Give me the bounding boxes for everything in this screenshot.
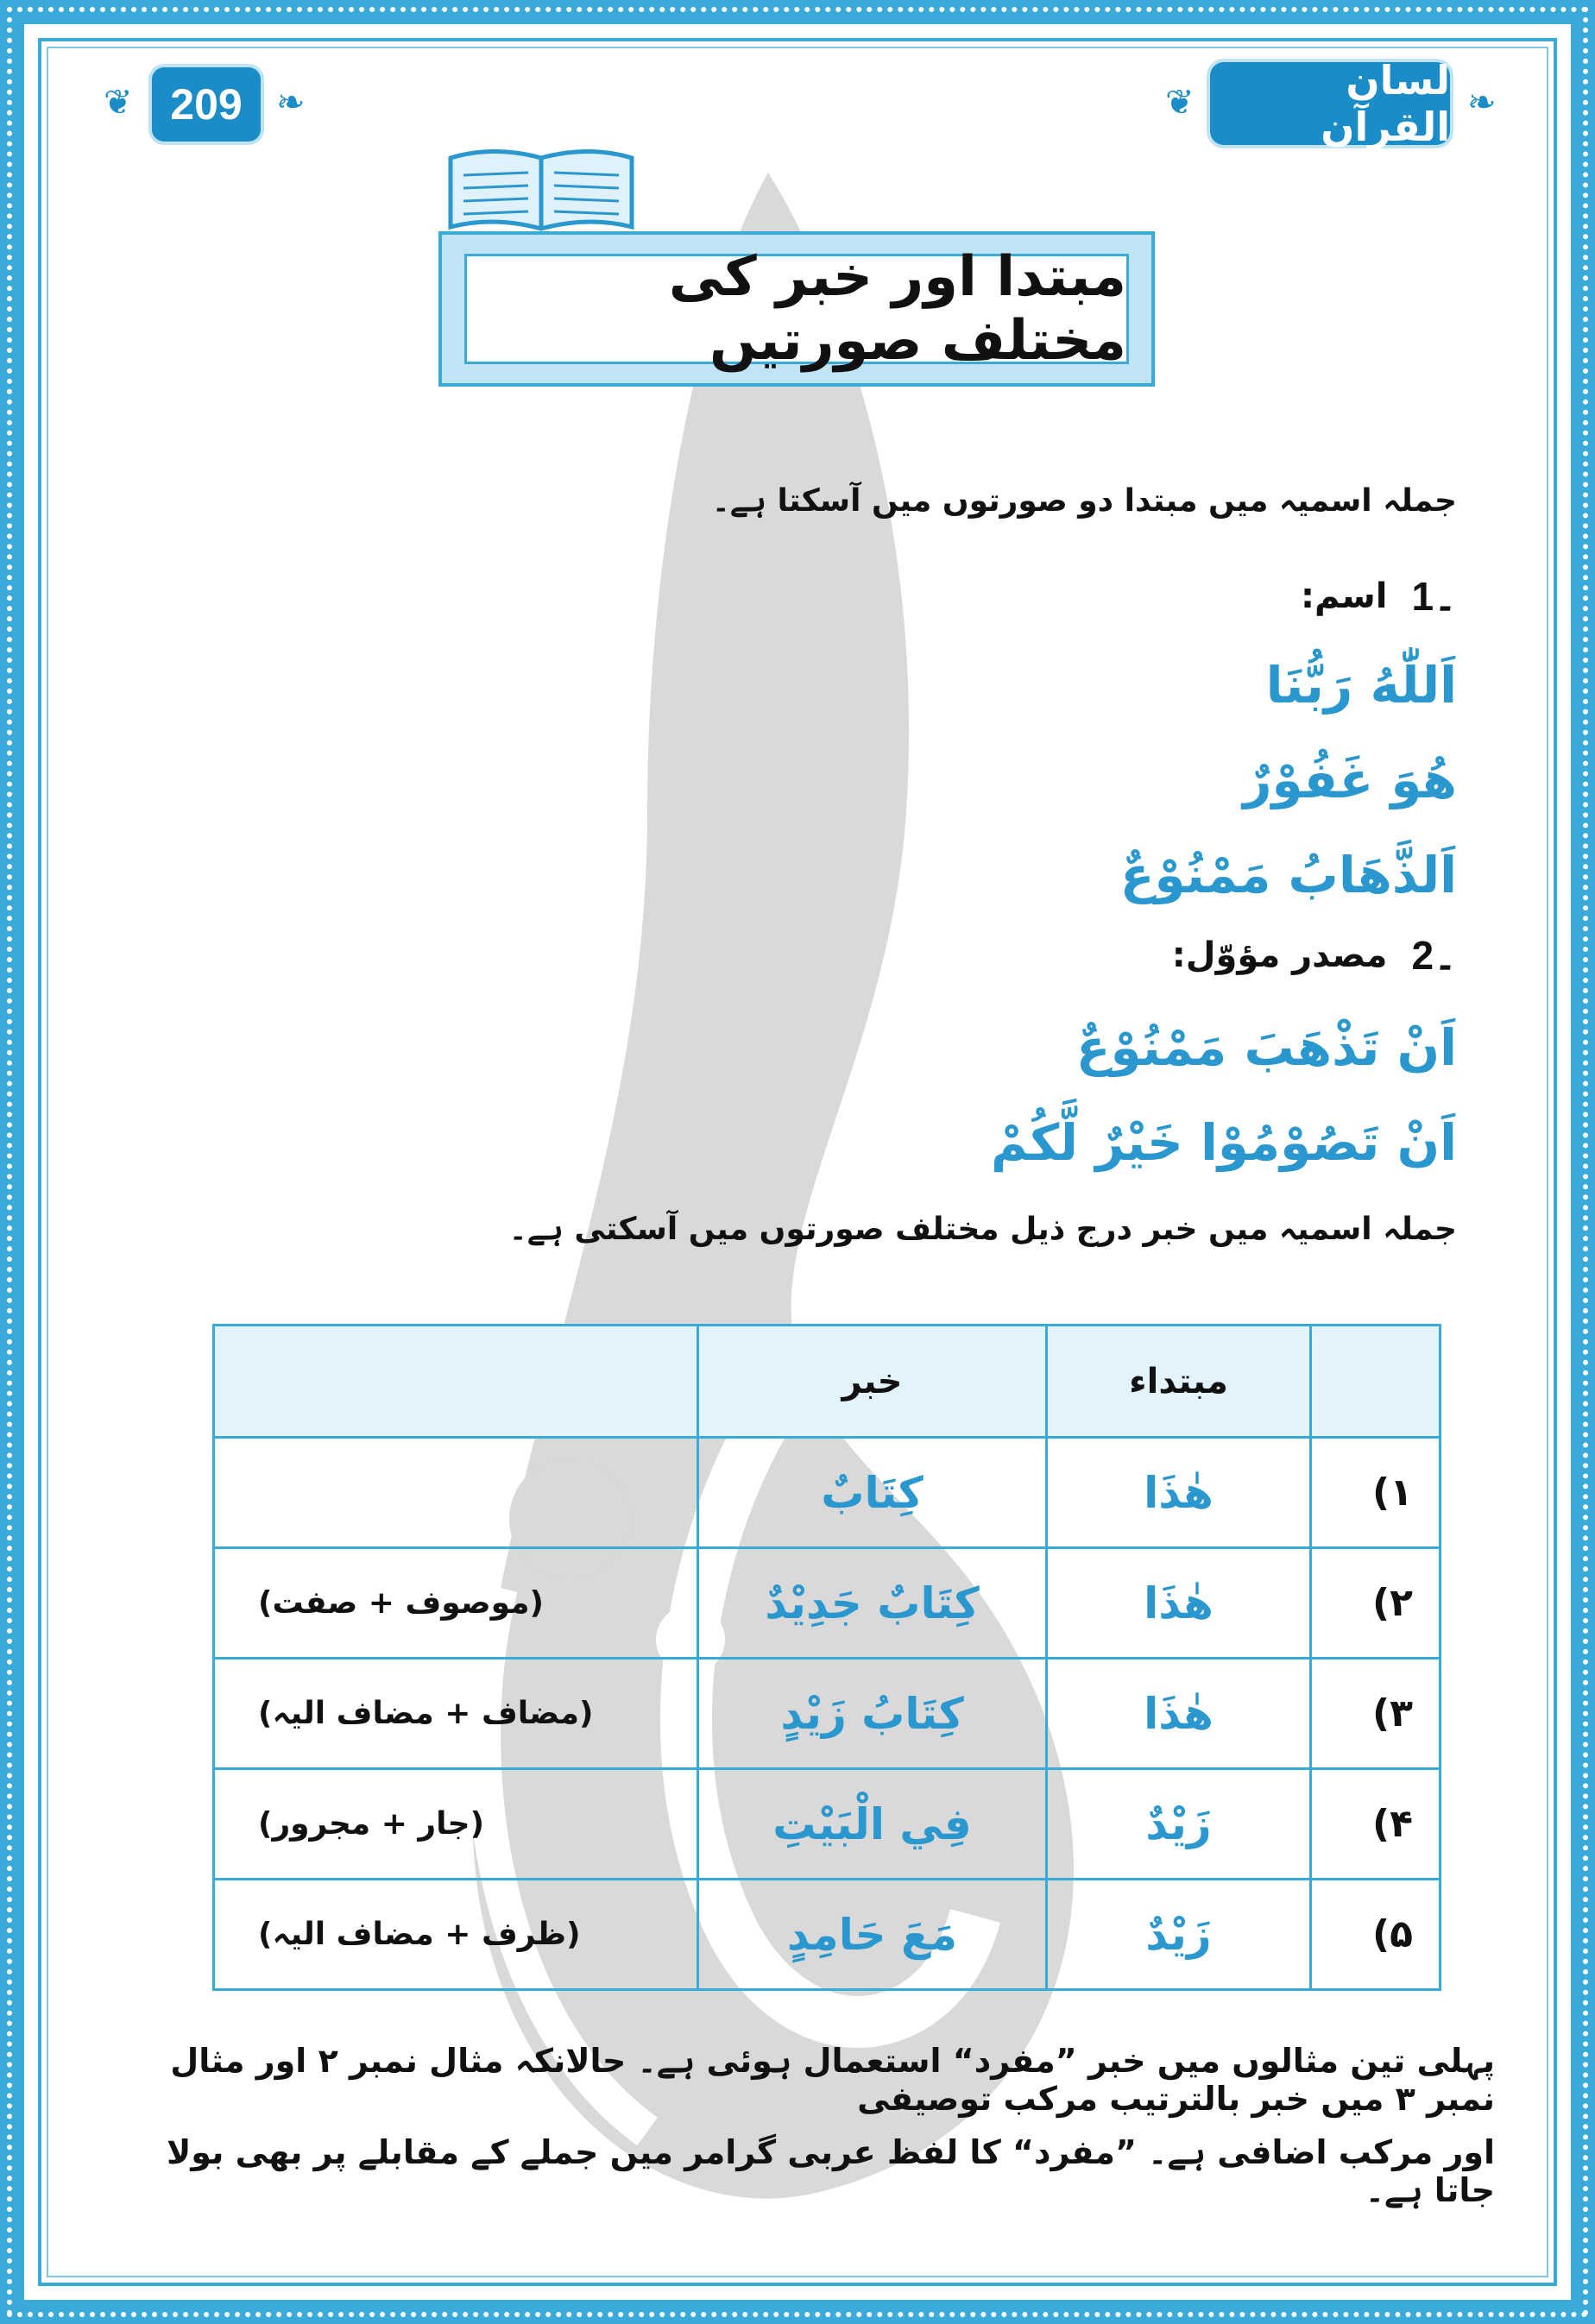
- table-row: [214, 1880, 1441, 1990]
- example-line: اَنْ تَصُوْمُوْا خَيْرٌ لَّكُمْ: [991, 1113, 1457, 1172]
- open-book-icon: [442, 145, 640, 240]
- intro-text: جملہ اسمیہ میں مبتدا دو صورتوں میں آسکتا ہے۔: [711, 483, 1457, 519]
- note-cell: (جار + مجرور): [214, 1769, 698, 1880]
- mubtada-cell: هٰذَا: [1047, 1659, 1311, 1769]
- mubtada-cell: زَيْدٌ: [1047, 1769, 1311, 1880]
- row-number: ۲): [1311, 1548, 1441, 1659]
- ornament-icon: ❦: [104, 83, 133, 123]
- footer-paragraph-line: پہلی تین مثالوں میں خبر ”مفرد“ استعمال ہوئی ہے۔ حالانکہ مثال نمبر ۲ اور مثال نمبر ۳ میں خبر بالترتیب مرکب توصیفی: [170, 2042, 1495, 2118]
- table-row: [214, 1548, 1441, 1659]
- note-cell: (ظرف + مضاف الیہ): [214, 1880, 698, 1990]
- item-2-heading: [1172, 932, 1457, 979]
- mubtada-cell: هٰذَا: [1047, 1438, 1311, 1548]
- row-number: ۱): [1311, 1438, 1441, 1548]
- item-1-heading: [1301, 573, 1457, 620]
- table-header-row: [214, 1326, 1441, 1438]
- table-row: [214, 1659, 1441, 1769]
- khabar-cell: كِتَابُ زَيْدٍ: [698, 1659, 1047, 1769]
- ornament-icon: ❧: [276, 83, 306, 123]
- example-line: اَللّٰهُ رَبُّنَا: [1265, 656, 1457, 715]
- header-cell: [1311, 1326, 1441, 1438]
- footer-paragraph-line: اور مرکب اضافی ہے۔ ”مفرد“ کا لفظ عربی گرامر میں جملے کے مقابلے پر بھی بولا جاتا ہے۔: [167, 2133, 1495, 2209]
- example-line: اَلذَّهَابُ مَمْنُوْعٌ: [1119, 846, 1457, 904]
- header-khabar: خبر: [698, 1326, 1047, 1438]
- page-number-badge: 209: [152, 67, 261, 142]
- header-cell: [214, 1326, 698, 1438]
- ornament-icon: ❧: [1467, 83, 1497, 123]
- item-number: 1۔: [1411, 574, 1457, 619]
- example-line: اَنْ تَذْهَبَ مَمْنُوْعٌ: [1075, 1018, 1457, 1077]
- example-line: هُوَ غَفُوْرٌ: [1243, 751, 1457, 809]
- note-cell: (مضاف + مضاف الیہ): [214, 1659, 698, 1769]
- header-mubtada: مبتداء: [1047, 1326, 1311, 1438]
- khabar-cell: كِتَابٌ جَدِيْدٌ: [698, 1548, 1047, 1659]
- mubtada-cell: هٰذَا: [1047, 1548, 1311, 1659]
- khabar-intro-text: جملہ اسمیہ میں خبر درج ذیل مختلف صورتوں میں آسکتی ہے۔: [508, 1212, 1457, 1247]
- khabar-cell: فِي الْبَيْتِ: [698, 1769, 1047, 1880]
- table-row: [214, 1438, 1441, 1548]
- book-title-badge: لسان القرآن: [1210, 62, 1450, 145]
- row-number: ۳): [1311, 1659, 1441, 1769]
- note-cell: (موصوف + صفت): [214, 1548, 698, 1659]
- page-title: مبتدا اور خبر کی مختلف صورتیں: [464, 254, 1129, 364]
- item-number: 2۔: [1411, 933, 1457, 978]
- item-label: مصدر مؤوّل:: [1171, 935, 1388, 975]
- mubtada-cell: زَيْدٌ: [1047, 1880, 1311, 1990]
- title-frame: [438, 231, 1155, 387]
- row-number: ۴): [1311, 1769, 1441, 1880]
- item-label: اسم:: [1301, 576, 1388, 616]
- khabar-table: [212, 1324, 1441, 1991]
- ornament-icon: ❦: [1165, 83, 1195, 123]
- khabar-cell: مَعَ حَامِدٍ: [698, 1880, 1047, 1990]
- table-row: [214, 1769, 1441, 1880]
- note-cell: [214, 1438, 698, 1548]
- khabar-cell: كِتَابٌ: [698, 1438, 1047, 1548]
- row-number: ۵): [1311, 1880, 1441, 1990]
